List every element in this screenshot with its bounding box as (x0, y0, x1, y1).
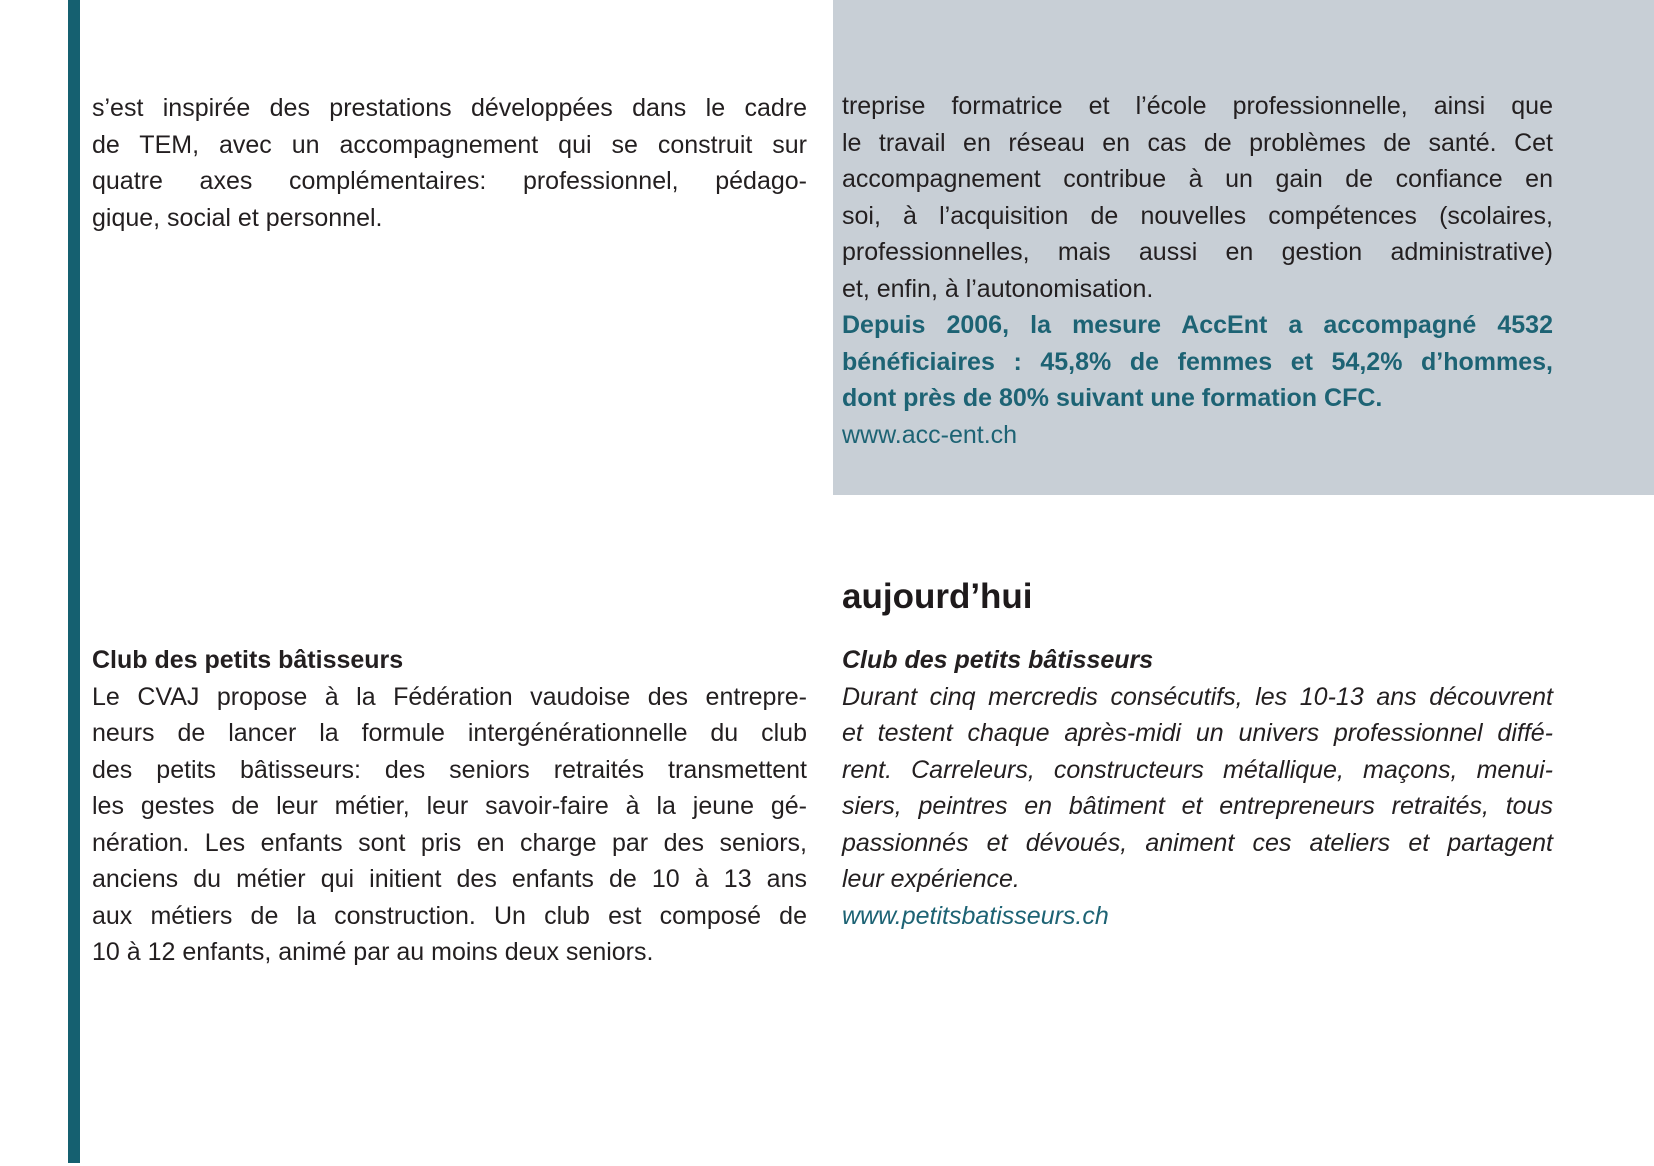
club-section-left (92, 642, 807, 971)
text-line: soi, à l’acquisition de nouvelles compétences (scolaires, (842, 201, 1553, 230)
club-paragraph-left (92, 679, 807, 971)
text-line: siers, peintres en bâtiment et entrepreneurs retraités, tous (842, 792, 1553, 820)
text-line: neurs de lancer la formule intergénérationnelle du club (92, 719, 807, 747)
text-line: de TEM, avec un accompagnement qui se construit sur (92, 130, 807, 159)
text-line: s’est inspirée des prestations développées dans le cadre (92, 94, 807, 122)
text-line: leur expérience. (842, 865, 1020, 893)
text-line: des petits bâtisseurs: des seniors retraités transmettent (92, 755, 807, 784)
club-paragraph-right (842, 679, 1553, 898)
text-line: les gestes de leur métier, leur savoir-faire à la jeune gé- (92, 792, 807, 820)
text-line: rent. Carreleurs, constructeurs métallique, maçons, menui- (842, 755, 1553, 784)
club-heading-right: Club des petits bâtisseurs (842, 646, 1154, 674)
text-line: gique, social et personnel. (92, 203, 383, 232)
text-line: passionnés et dévoués, animent ces ateliers et partagent (842, 828, 1553, 857)
highlight-box (833, 0, 1654, 495)
club-section-right (842, 642, 1553, 934)
text-line: Le CVAJ propose à la Fédération vaudoise des entrepre- (92, 682, 807, 711)
club-heading-left: Club des petits bâtisseurs (92, 646, 404, 674)
today-heading: aujourd’hui (842, 577, 1033, 616)
text-line: treprise formatrice et l’école professionnelle, ainsi que (842, 92, 1553, 120)
text-line: dont près de 80% suivant une formation CFC. (842, 384, 1383, 412)
highlight-box-content (842, 88, 1553, 453)
petitsbatisseurs-link[interactable]: www.petitsbatisseurs.ch (842, 901, 1109, 930)
highlight-paragraph (842, 88, 1553, 307)
text-line: aux métiers de la construction. Un club est composé de (92, 901, 807, 930)
text-line: le travail en réseau en cas de problèmes de santé. Cet (842, 128, 1553, 157)
intro-paragraph (92, 90, 807, 236)
highlight-stats-paragraph (842, 307, 1553, 417)
text-line: 10 à 12 enfants, animé par au moins deux seniors. (92, 938, 654, 966)
text-line: quatre axes complémentaires: professionnel, pédago- (92, 167, 807, 195)
left-accent-bar (68, 0, 80, 1163)
text-line: accompagnement contribue à un gain de confiance en (842, 165, 1553, 193)
text-line: anciens du métier qui initient des enfants de 10 à 13 ans (92, 865, 807, 893)
text-line: et, enfin, à l’autonomisation. (842, 274, 1154, 303)
text-line: nération. Les enfants sont pris en charge par des seniors, (92, 828, 807, 857)
text-line: Durant cinq mercredis consécutifs, les 10-13 ans découvrent (842, 682, 1553, 711)
text-line: Depuis 2006, la mesure AccEnt a accompagné 4532 (842, 311, 1553, 339)
acc-ent-link[interactable]: www.acc-ent.ch (842, 420, 1018, 449)
text-line: professionnelles, mais aussi en gestion administrative) (842, 238, 1553, 266)
text-line: bénéficiaires : 45,8% de femmes et 54,2% d’hommes, (842, 347, 1553, 376)
text-line: et testent chaque après-midi un univers professionnel diffé- (842, 719, 1553, 747)
